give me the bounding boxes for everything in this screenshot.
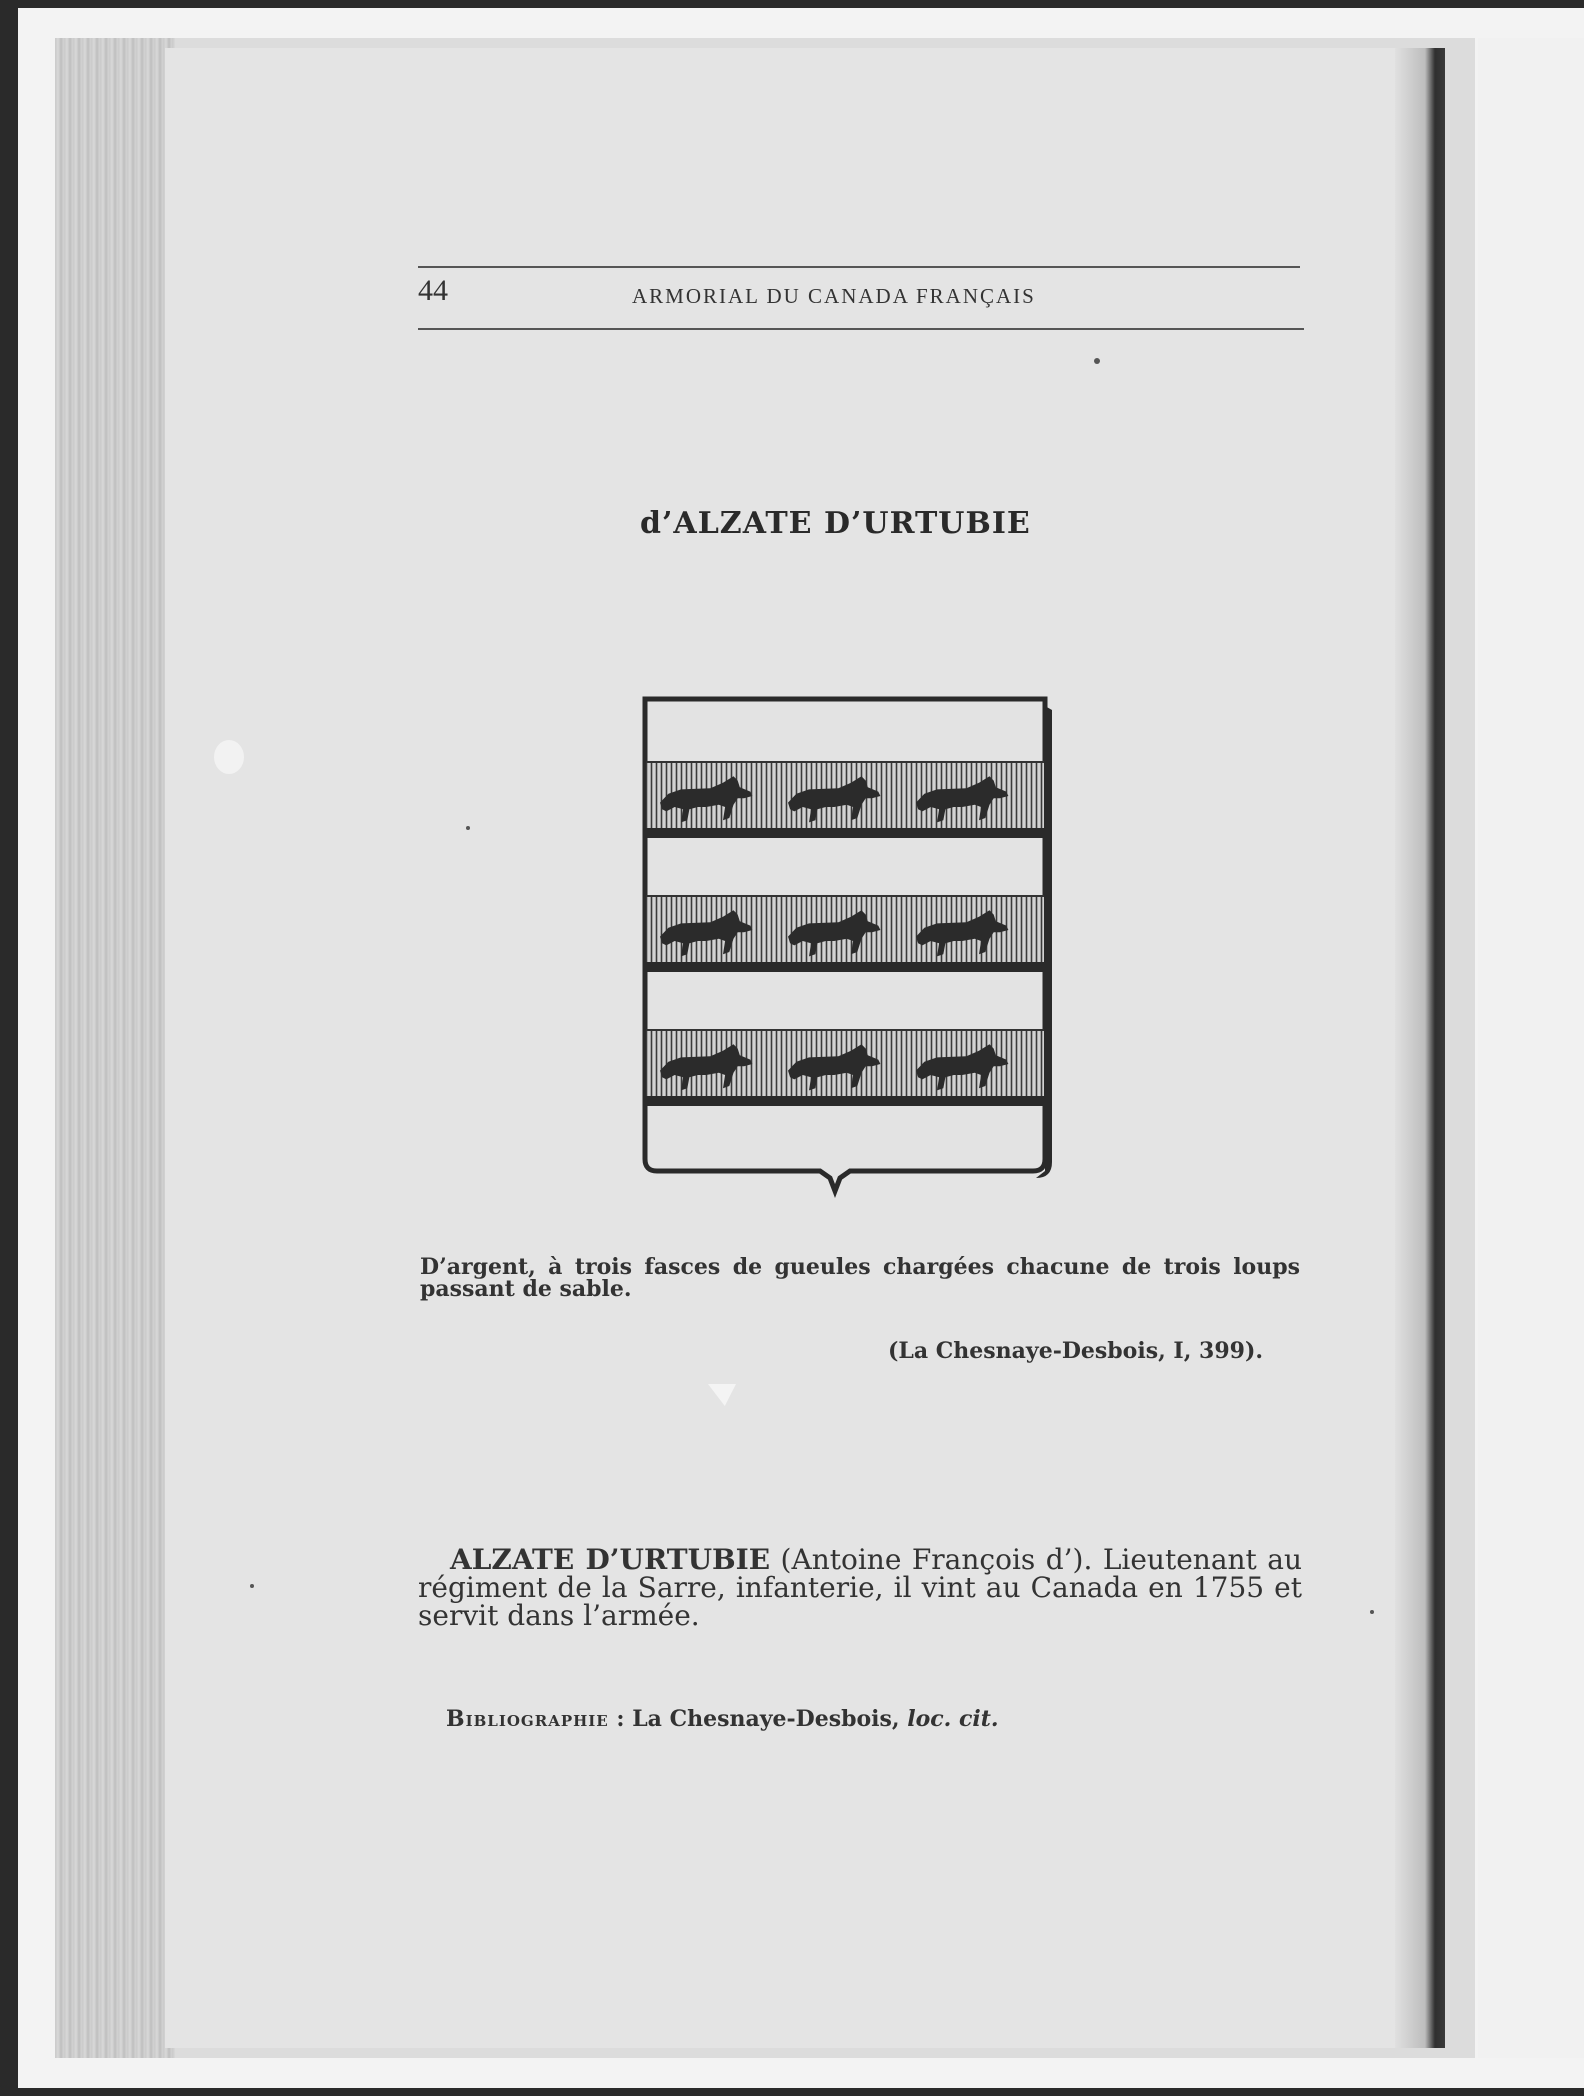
gutter-shadow [1395,48,1445,2048]
page-number: 44 [418,274,448,307]
header-bottom-rule [418,328,1304,330]
blazon-text: D’argent, à trois fasces de gueules chargées chacune de trois loups passant de sable. [420,1254,1300,1302]
bio-name: ALZATE D’URTUBIE [450,1543,771,1576]
header-top-rule [418,266,1300,268]
scan-speck [250,1584,254,1588]
scan-speck [1370,1610,1374,1614]
fess-3 [646,1030,1044,1106]
running-title: ARMORIAL DU CANADA FRANÇAIS [632,284,1036,308]
coat-of-arms [640,694,1060,1238]
facing-page-edge [1478,38,1584,2058]
biblio-ref: La Chesnaye-Desbois, [632,1706,908,1732]
page-edges [55,38,175,2058]
biblio-label: Bibliographie [446,1706,609,1732]
family-title: d’ALZATE D’URTUBIE [640,506,1031,541]
scan-speck [466,826,470,830]
bibliography [446,1706,999,1732]
biblio-sep: : [608,1706,633,1732]
scan-blot [214,740,244,774]
fess-1 [646,762,1044,838]
fess-2 [646,896,1044,972]
blazon-source: (La Chesnaye-Desbois, I, 399). [888,1338,1264,1364]
biblio-cit: loc. cit. [907,1706,999,1732]
biography [418,1543,1302,1632]
scan-speck [1094,358,1100,364]
bio-text: (Antoine François d’). Lieutenant au régiment de la Sarre, infanterie, il vint au Canada en 1755 et servit dans l’armée. [418,1543,1302,1632]
